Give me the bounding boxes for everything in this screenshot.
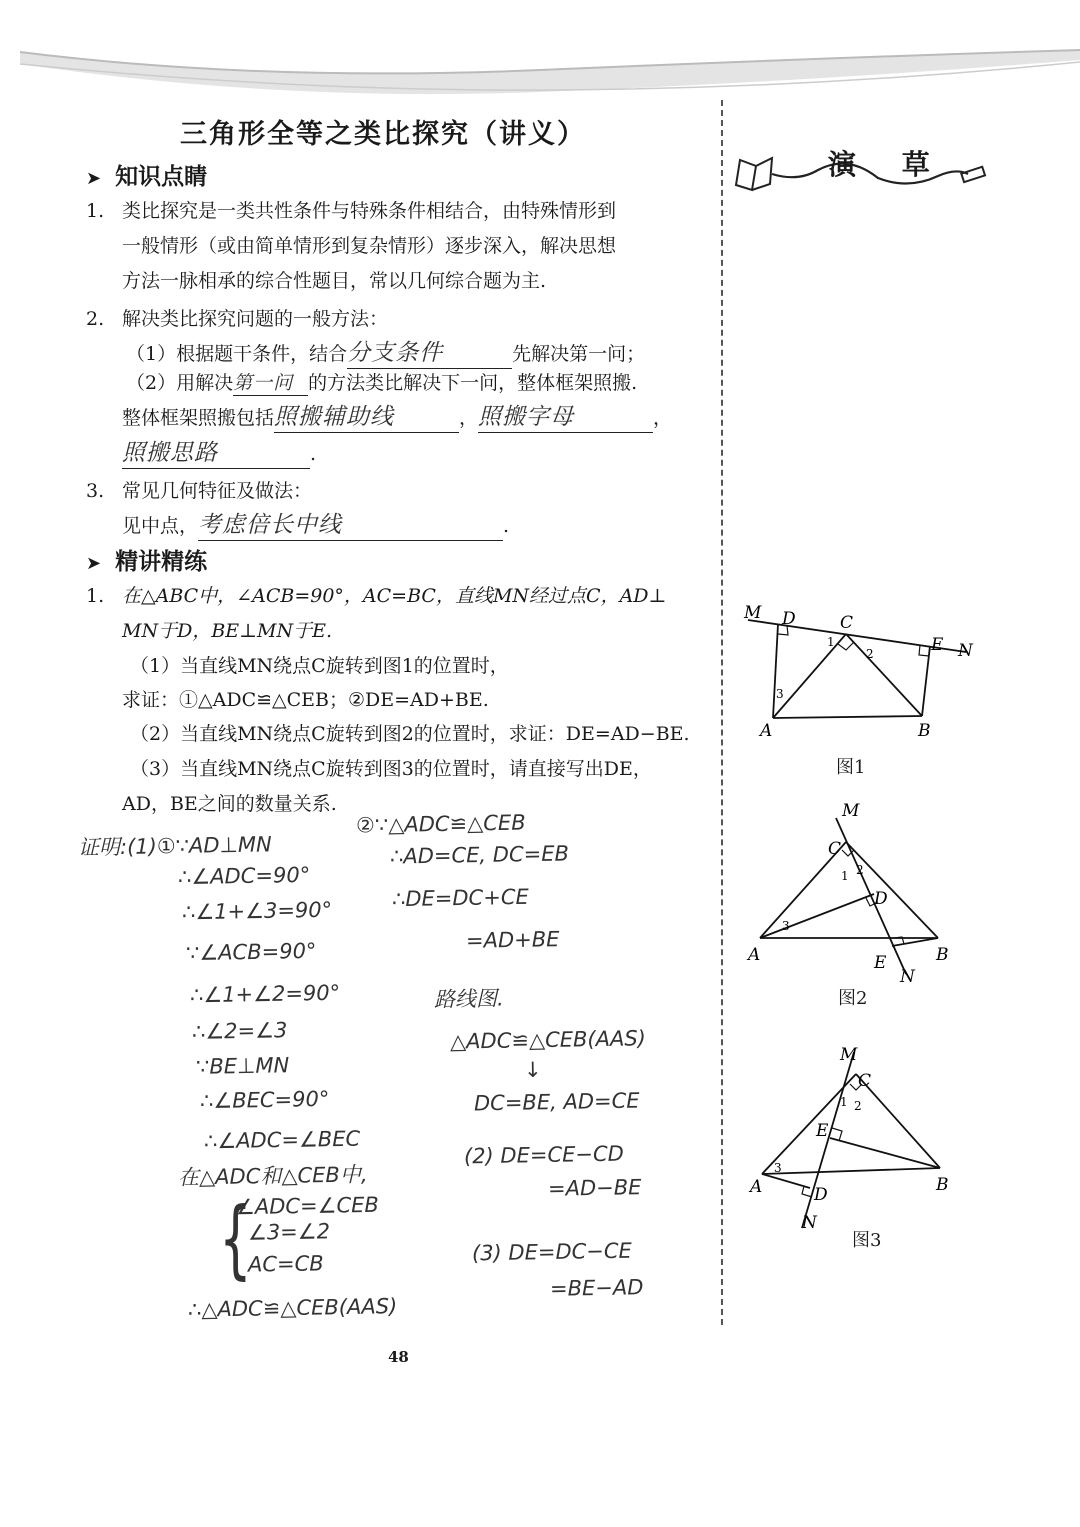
route-arrow-icon: ↓	[523, 1057, 542, 1083]
problem-number: 1.	[86, 585, 105, 607]
figure-1-caption: 图1	[836, 757, 866, 778]
handwritten-answer: 考虑倍长中线	[198, 512, 343, 538]
handwritten-proof-line: ∵∠ACB=90°	[185, 938, 317, 966]
angle-label: 2	[866, 647, 874, 661]
handwritten-proof-line: ∴∠BEC=90°	[199, 1086, 330, 1114]
label-B: B	[936, 1175, 949, 1195]
handwritten-proof-line: ②∵△ADC≌△CEB	[355, 810, 526, 838]
right-angle-mark	[838, 642, 854, 650]
angle-label: 1	[840, 1095, 848, 1109]
label-C: C	[858, 1071, 872, 1091]
handwritten-proof-line: =BE−AD	[549, 1275, 644, 1301]
handwritten-proof-line: ∴∠2=∠3	[191, 1018, 288, 1044]
page-title: 三角形全等之类比探究（讲义）	[180, 119, 586, 150]
handwritten-proof-line: 证明:(1)①∵AD⊥MN	[77, 832, 272, 860]
label-M: M	[842, 801, 860, 821]
problem-line: （1）当直线MN绕点C旋转到图1的位置时，	[130, 655, 509, 677]
label-A: A	[750, 1177, 763, 1197]
problem-line: 在△ABC中，∠ACB=90°，AC=BC，直线MN经过点C，AD⊥	[122, 585, 667, 607]
segment-be	[830, 1138, 940, 1168]
header-wave-band	[0, 0, 1080, 110]
problem-line: （3）当直线MN绕点C旋转到图3的位置时，请直接写出DE，	[130, 758, 652, 780]
handwritten-answer: 照搬思路	[122, 440, 218, 466]
label-N: N	[802, 1213, 817, 1230]
label-M: M	[840, 1045, 858, 1065]
figure-3-diagram	[738, 1040, 978, 1230]
item3-midpoint: 见中点，考虑倍长中线 .	[122, 512, 509, 541]
book-icon	[736, 158, 772, 190]
angle-label: 3	[776, 687, 784, 701]
item1-line1: 类比探究是一类共性条件与特殊条件相结合，由特殊情形到	[122, 200, 617, 222]
fill-blank	[122, 440, 310, 469]
problem-line: AD，BE之间的数量关系.	[122, 793, 337, 815]
segment-ab	[762, 1168, 940, 1174]
fill-blank	[233, 372, 308, 396]
handwritten-proof-line: ∴∠1+∠2=90°	[189, 980, 341, 1008]
item2-frame-line2: 照搬思路 .	[122, 440, 316, 469]
angle-label: 1	[841, 869, 849, 883]
scratch-area-title: 演 草	[828, 148, 948, 181]
arrow-bullet-icon: ➤	[86, 168, 102, 189]
label-A: A	[760, 721, 773, 741]
fill-blank	[198, 512, 503, 541]
problem-line: 求证：①△ADC≌△CEB；②DE=AD+BE.	[122, 689, 489, 711]
handwritten-proof-line: (3) DE=DC−CE	[471, 1238, 633, 1266]
page-number: 48	[388, 1348, 409, 1366]
label-D: D	[782, 609, 796, 629]
angle-label: 3	[782, 919, 790, 933]
item2-sub1: （1）根据题干条件，结合分支条件 先解决第一问；	[126, 340, 645, 369]
handwritten-proof-line: ∴∠ADC=90°	[177, 862, 311, 890]
handwritten-proof-line: ∴△ADC≌△CEB(AAS)	[187, 1294, 398, 1322]
label-C: C	[840, 613, 854, 633]
segment-ac	[773, 634, 846, 718]
handwritten-proof-line: =AD+BE	[465, 927, 560, 953]
item2-sub2: （2）用解决第一问 的方法类比解决下一问，整体框架照搬.	[126, 372, 638, 394]
section-heading-practice: ➤ 精讲精练	[86, 549, 208, 575]
segment-ab	[773, 716, 922, 718]
handwritten-answer: 照搬字母	[478, 404, 575, 430]
handwritten-proof-line: ∵BE⊥MN	[195, 1053, 290, 1079]
angle-label: 1	[827, 635, 835, 649]
label-B: B	[918, 721, 931, 741]
label-N: N	[900, 967, 915, 983]
label-C: C	[828, 839, 842, 859]
label-N: N	[958, 641, 973, 661]
handwritten-proof-line: AC=CB	[247, 1251, 324, 1277]
segment-be	[892, 938, 938, 946]
handwritten-proof-line: 路线图.	[433, 986, 504, 1012]
handwritten-answer: 第一问	[233, 372, 294, 394]
handwritten-proof-line: ∠ADC=∠CEB	[235, 1192, 379, 1220]
angle-label: 3	[774, 1161, 782, 1175]
handwritten-proof-line: 在△ADC和△CEB中,	[177, 1162, 368, 1190]
item1-line3: 方法一脉相承的综合性题目，常以几何综合题为主.	[122, 270, 547, 292]
segment-ad	[773, 624, 778, 718]
arrow-bullet-icon: ➤	[86, 553, 102, 574]
figure-3-caption: 图3	[852, 1230, 882, 1251]
handwritten-proof-line: DC=BE, AD=CE	[473, 1088, 640, 1116]
handwritten-proof-line: △ADC≌△CEB(AAS)	[449, 1026, 647, 1054]
handwritten-proof-line: ∴∠ADC=∠BEC	[203, 1126, 361, 1154]
segment-cb	[846, 842, 938, 938]
fill-blank	[478, 404, 653, 433]
angle-label: 2	[856, 863, 864, 877]
pencil-icon	[961, 167, 985, 182]
handwritten-answer: 照搬辅助线	[274, 404, 395, 430]
figure-2-caption: 图2	[838, 988, 868, 1009]
fill-blank	[274, 404, 459, 433]
column-divider	[721, 100, 723, 1325]
segment-cb	[846, 634, 922, 716]
problem-line: MN于D，BE⊥MN于E.	[122, 620, 333, 642]
item-number: 2.	[86, 308, 105, 330]
label-E: E	[874, 953, 887, 973]
item-number: 3.	[86, 480, 105, 502]
figure-1-diagram	[738, 598, 978, 746]
angle-label: 2	[854, 1099, 862, 1113]
item2-frame-line: 整体框架照搬包括照搬辅助线 ，照搬字母 ，	[122, 404, 672, 433]
label-E: E	[816, 1121, 829, 1141]
problem-line: （2）当直线MN绕点C旋转到图2的位置时，求证：DE=AD−BE.	[130, 723, 690, 745]
handwritten-proof-line: ∴DE=DC+CE	[391, 884, 529, 912]
segment-ad	[762, 1174, 810, 1188]
label-E: E	[931, 635, 944, 655]
item-number: 1.	[86, 200, 105, 222]
label-B: B	[936, 945, 949, 965]
item1-line2: 一般情形（或由简单情形到复杂情形）逐步深入，解决思想	[122, 235, 617, 257]
handwritten-answer: 分支条件	[347, 340, 444, 366]
label-D: D	[874, 889, 888, 909]
label-M: M	[744, 603, 762, 623]
handwritten-proof-line: =AD−BE	[547, 1175, 642, 1201]
brace-glyph: {	[218, 1189, 252, 1289]
section-heading-knowledge: ➤ 知识点睛	[86, 164, 208, 190]
segment-ad	[760, 894, 874, 938]
item3-lead: 常见几何特征及做法：	[122, 480, 313, 502]
item2-lead: 解决类比探究问题的一般方法：	[122, 308, 389, 330]
label-A: A	[748, 945, 761, 965]
handwritten-proof-line: ∠3=∠2	[247, 1219, 331, 1245]
label-D: D	[814, 1185, 828, 1205]
fill-blank	[347, 340, 512, 369]
handwritten-proof-line: ∴∠1+∠3=90°	[181, 897, 333, 925]
figure-2-diagram	[738, 798, 978, 983]
handwritten-proof-line: (2) DE=CE−CD	[463, 1141, 625, 1169]
handwritten-proof-line: ∴AD=CE, DC=EB	[389, 841, 570, 869]
segment-ac	[762, 1074, 856, 1174]
